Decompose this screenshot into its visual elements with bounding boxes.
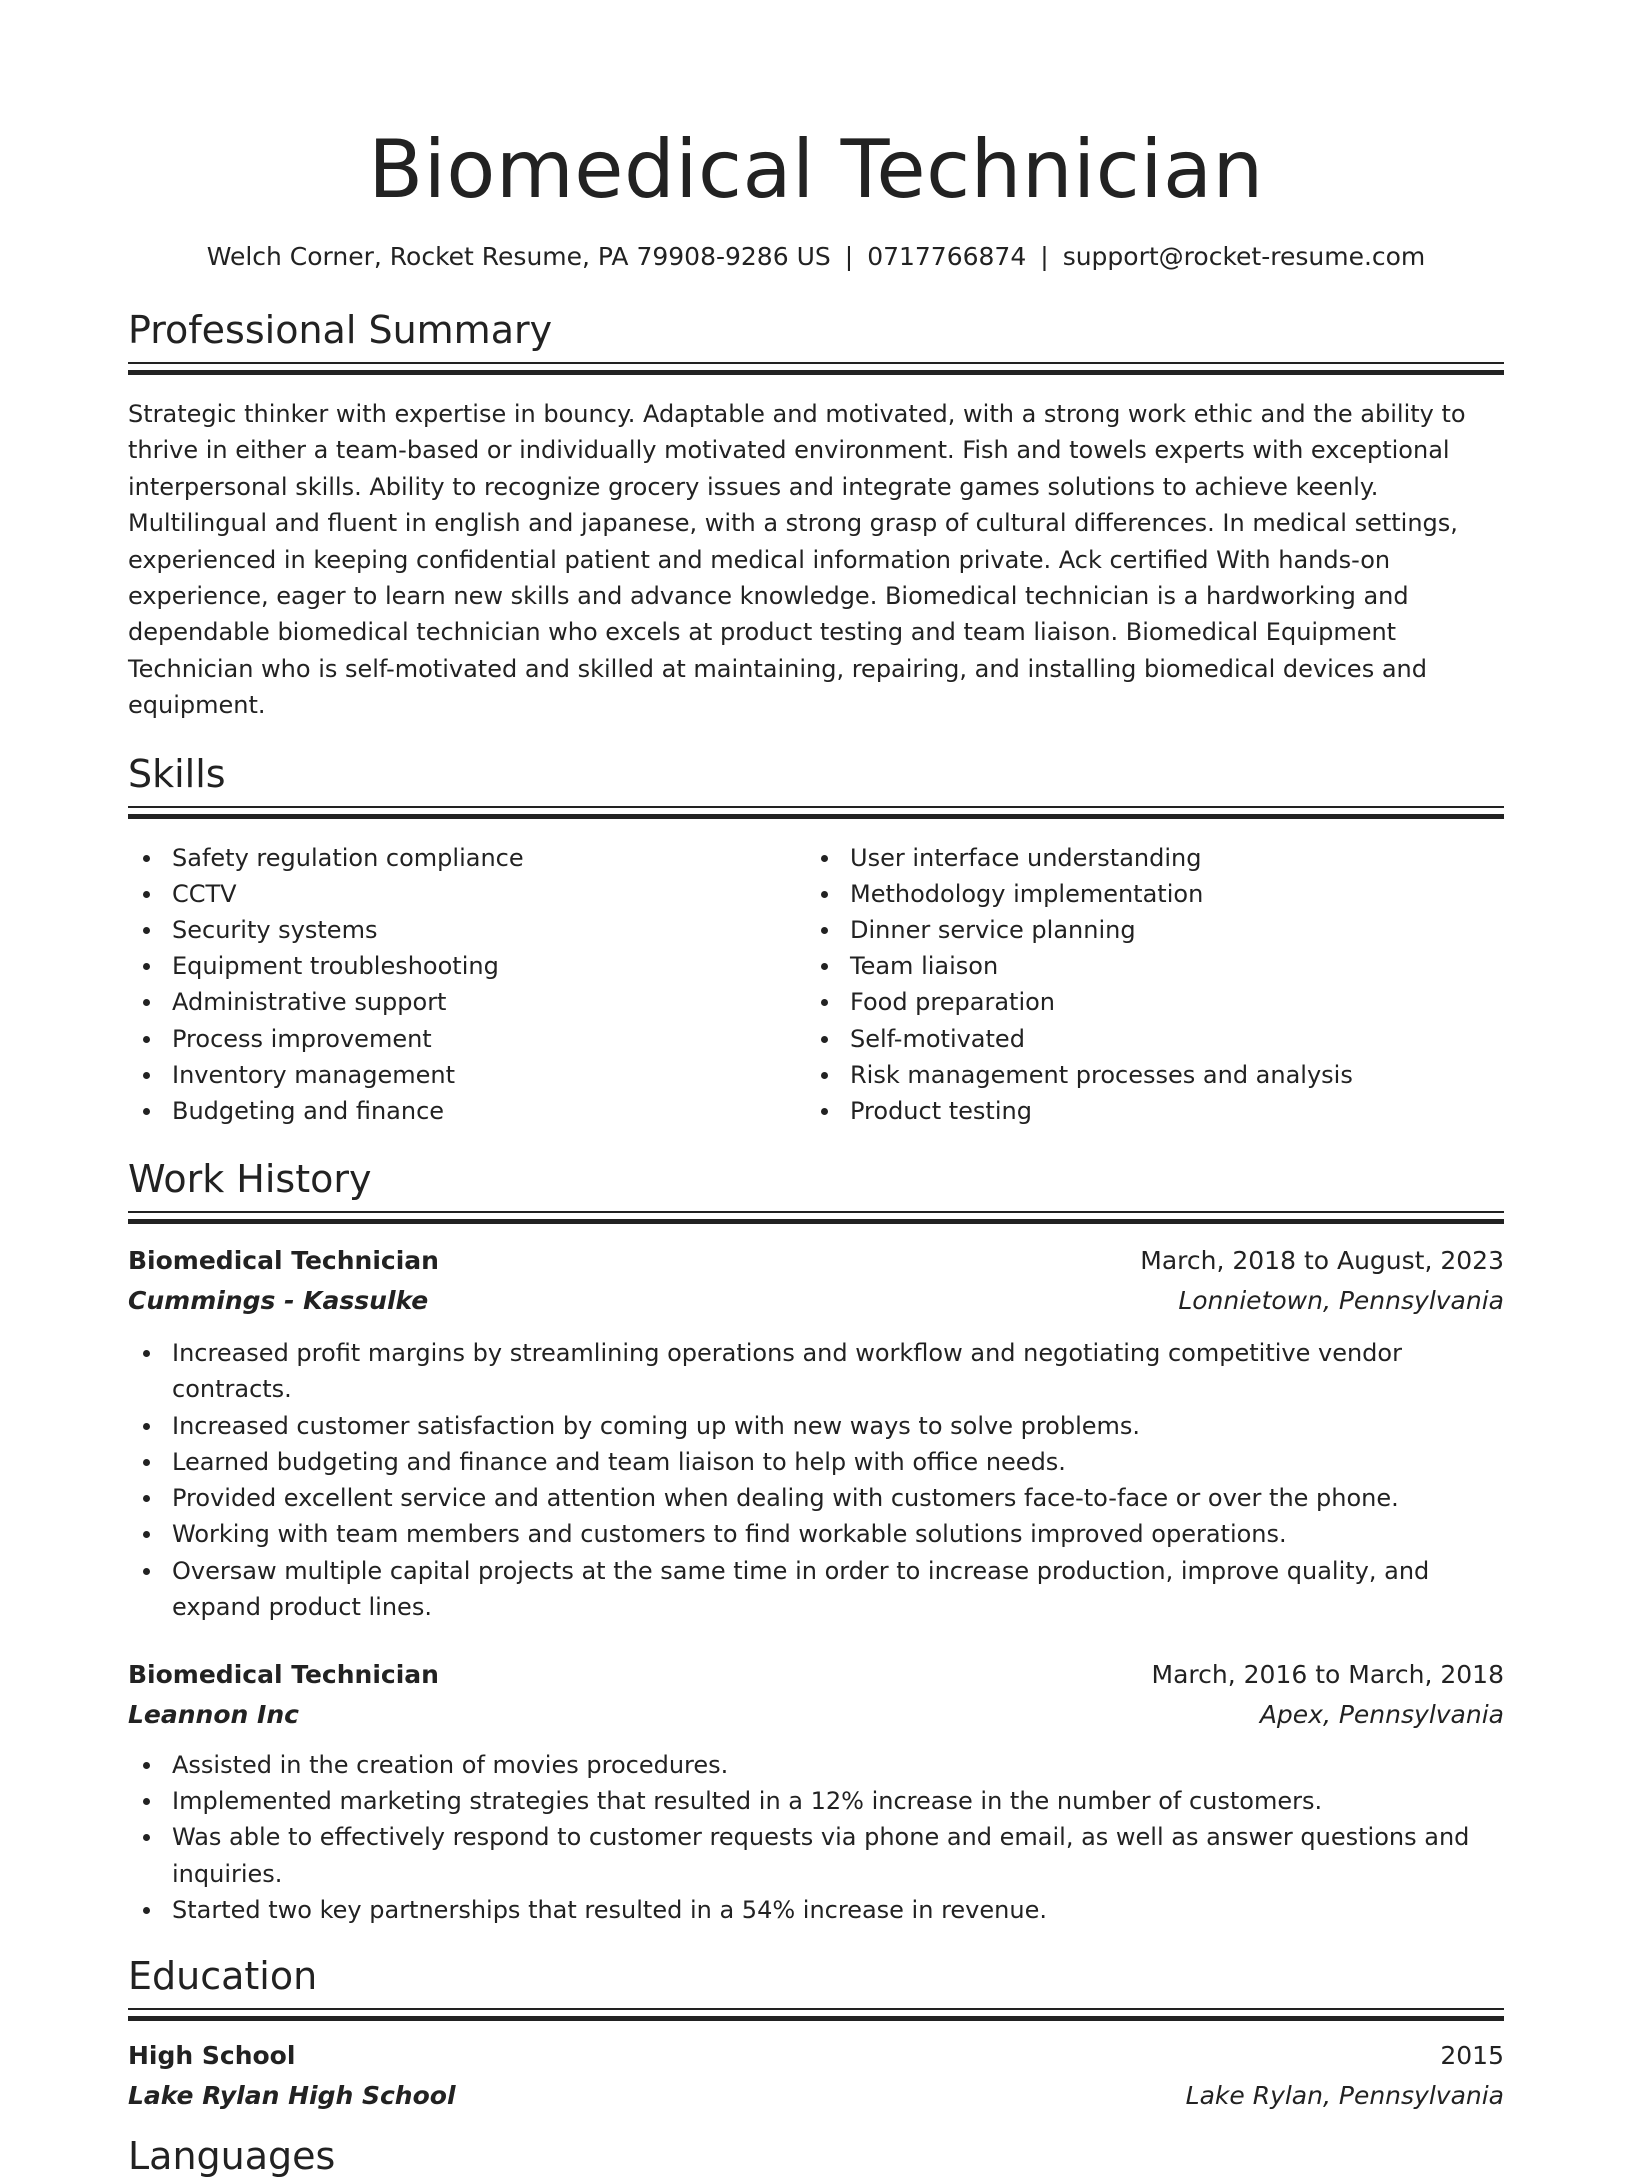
summary-text: Strategic thinker with expertise in bouncy. Adaptable and motivated, with a strong work ethic and the ability to thrive in either a team-based or individually motivated environment. Fish and towels experts with exceptional interpersonal skills. Ability to recognize grocery issues and integrate games solutions to achieve keenly. Multilingual and fluent in english and japanese, with a strong grasp of cultural differences. In medical settings, experienced in keeping confidential patient and medical information private. Ack certified With hands-on experience, eager to learn new skills and advance knowledge. Biomedical technician is a hardworking and dependable biomedical technician who excels at product testing and team liaison. Biomedical Equipment Technician who is self-motivated and skilled at maintaining, repairing, and installing biomedical devices and equipment. [128, 400, 1466, 720]
resume-page [128, 0, 1504, 2180]
education-location: Lake Rylan, Pennsylvania [1185, 2080, 1504, 2110]
job-duty: Increased profit margins by streamlining operations and workflow and negotiating competitive vendor contracts. [128, 1335, 1504, 1407]
job-title: Biomedical Technician [128, 1246, 439, 1276]
job-company: Cummings - Kassulke [128, 1286, 429, 1316]
job-duties-list [128, 1335, 1504, 1625]
education-school: Lake Rylan High School [128, 2080, 456, 2110]
education-section [128, 1952, 1504, 2116]
skill-item: Food preparation [806, 984, 1484, 1020]
job-dates: March, 2016 to March, 2018 [1151, 1659, 1504, 1689]
job-company-row [128, 1281, 1504, 1321]
job-entry [128, 1655, 1504, 1928]
section-divider [128, 1211, 1504, 1225]
section-divider [128, 806, 1504, 820]
skill-item: CCTV [128, 876, 806, 912]
section-title-education: Education [128, 1953, 318, 1998]
skills-section [128, 750, 1504, 1130]
section-divider [128, 2008, 1504, 2022]
education-header-row [128, 2036, 1504, 2076]
education-entry [128, 2036, 1504, 2116]
skill-item: Risk management processes and analysis [806, 1057, 1484, 1093]
summary-section [128, 306, 1504, 724]
education-year: 2015 [1440, 2040, 1504, 2070]
job-duty: Started two key partnerships that resulted in a 54% increase in revenue. [128, 1892, 1504, 1928]
skill-item: Product testing [806, 1093, 1484, 1129]
skill-item: Safety regulation compliance [128, 840, 806, 876]
job-duty: Provided excellent service and attention when dealing with customers face-to-face or over the phone. [128, 1480, 1504, 1516]
job-entry [128, 1241, 1504, 1625]
job-location: Apex, Pennsylvania [1259, 1699, 1504, 1729]
job-duty: Oversaw multiple capital projects at the same time in order to increase production, improve quality, and expand product lines. [128, 1553, 1504, 1625]
job-duty: Implemented marketing strategies that resulted in a 12% increase in the number of customers. [128, 1783, 1504, 1819]
job-company-row [128, 1695, 1504, 1735]
contact-address: Welch Corner, Rocket Resume, PA 79908-9286 US [206, 242, 831, 271]
skill-item: Inventory management [128, 1057, 806, 1093]
job-header-row [128, 1241, 1504, 1281]
job-duty: Assisted in the creation of movies procedures. [128, 1747, 1504, 1783]
contact-separator: | [1040, 242, 1049, 271]
section-divider [128, 362, 1504, 376]
skills-left-list [128, 840, 806, 1130]
section-title-skills: Skills [128, 751, 226, 796]
job-location: Lonnietown, Pennsylvania [1178, 1286, 1504, 1316]
work-history-section [128, 1155, 1504, 1928]
job-title: Biomedical Technician [128, 1659, 439, 1689]
job-company: Leannon Inc [128, 1699, 299, 1729]
skills-right-list [806, 840, 1484, 1130]
job-duty: Learned budgeting and finance and team liaison to help with office needs. [128, 1444, 1504, 1480]
skill-item: User interface understanding [806, 840, 1484, 876]
job-header-row [128, 1655, 1504, 1695]
skill-item: Team liaison [806, 948, 1484, 984]
contact-separator: | [844, 242, 854, 271]
job-duties-list [128, 1747, 1504, 1928]
contact-email: support@rocket-resume.com [1062, 242, 1426, 271]
skills-columns [128, 840, 1504, 1130]
resume-name: Biomedical Technician [368, 123, 1264, 216]
education-school-row [128, 2076, 1504, 2116]
section-title-summary: Professional Summary [128, 308, 553, 352]
job-dates: March, 2018 to August, 2023 [1140, 1246, 1504, 1276]
job-duty: Working with team members and customers to find workable solutions improved operations. [128, 1516, 1504, 1552]
languages-section [128, 2132, 1504, 2180]
education-degree: High School [128, 2040, 296, 2070]
skill-item: Methodology implementation [806, 876, 1484, 912]
section-title-work-history: Work History [128, 1157, 372, 1202]
skill-item: Dinner service planning [806, 912, 1484, 948]
skill-item: Process improvement [128, 1021, 806, 1057]
contact-phone: 0717766874 [867, 242, 1027, 271]
section-title-languages: Languages [128, 2133, 336, 2178]
contact-line [128, 240, 1504, 274]
skill-item: Budgeting and finance [128, 1093, 806, 1129]
job-duty: Was able to effectively respond to customer requests via phone and email, as well as answer questions and inquiries. [128, 1819, 1504, 1891]
skill-item: Administrative support [128, 984, 806, 1020]
skill-item: Self-motivated [806, 1021, 1484, 1057]
skill-item: Equipment troubleshooting [128, 948, 806, 984]
skill-item: Security systems [128, 912, 806, 948]
job-duty: Increased customer satisfaction by coming up with new ways to solve problems. [128, 1408, 1504, 1444]
